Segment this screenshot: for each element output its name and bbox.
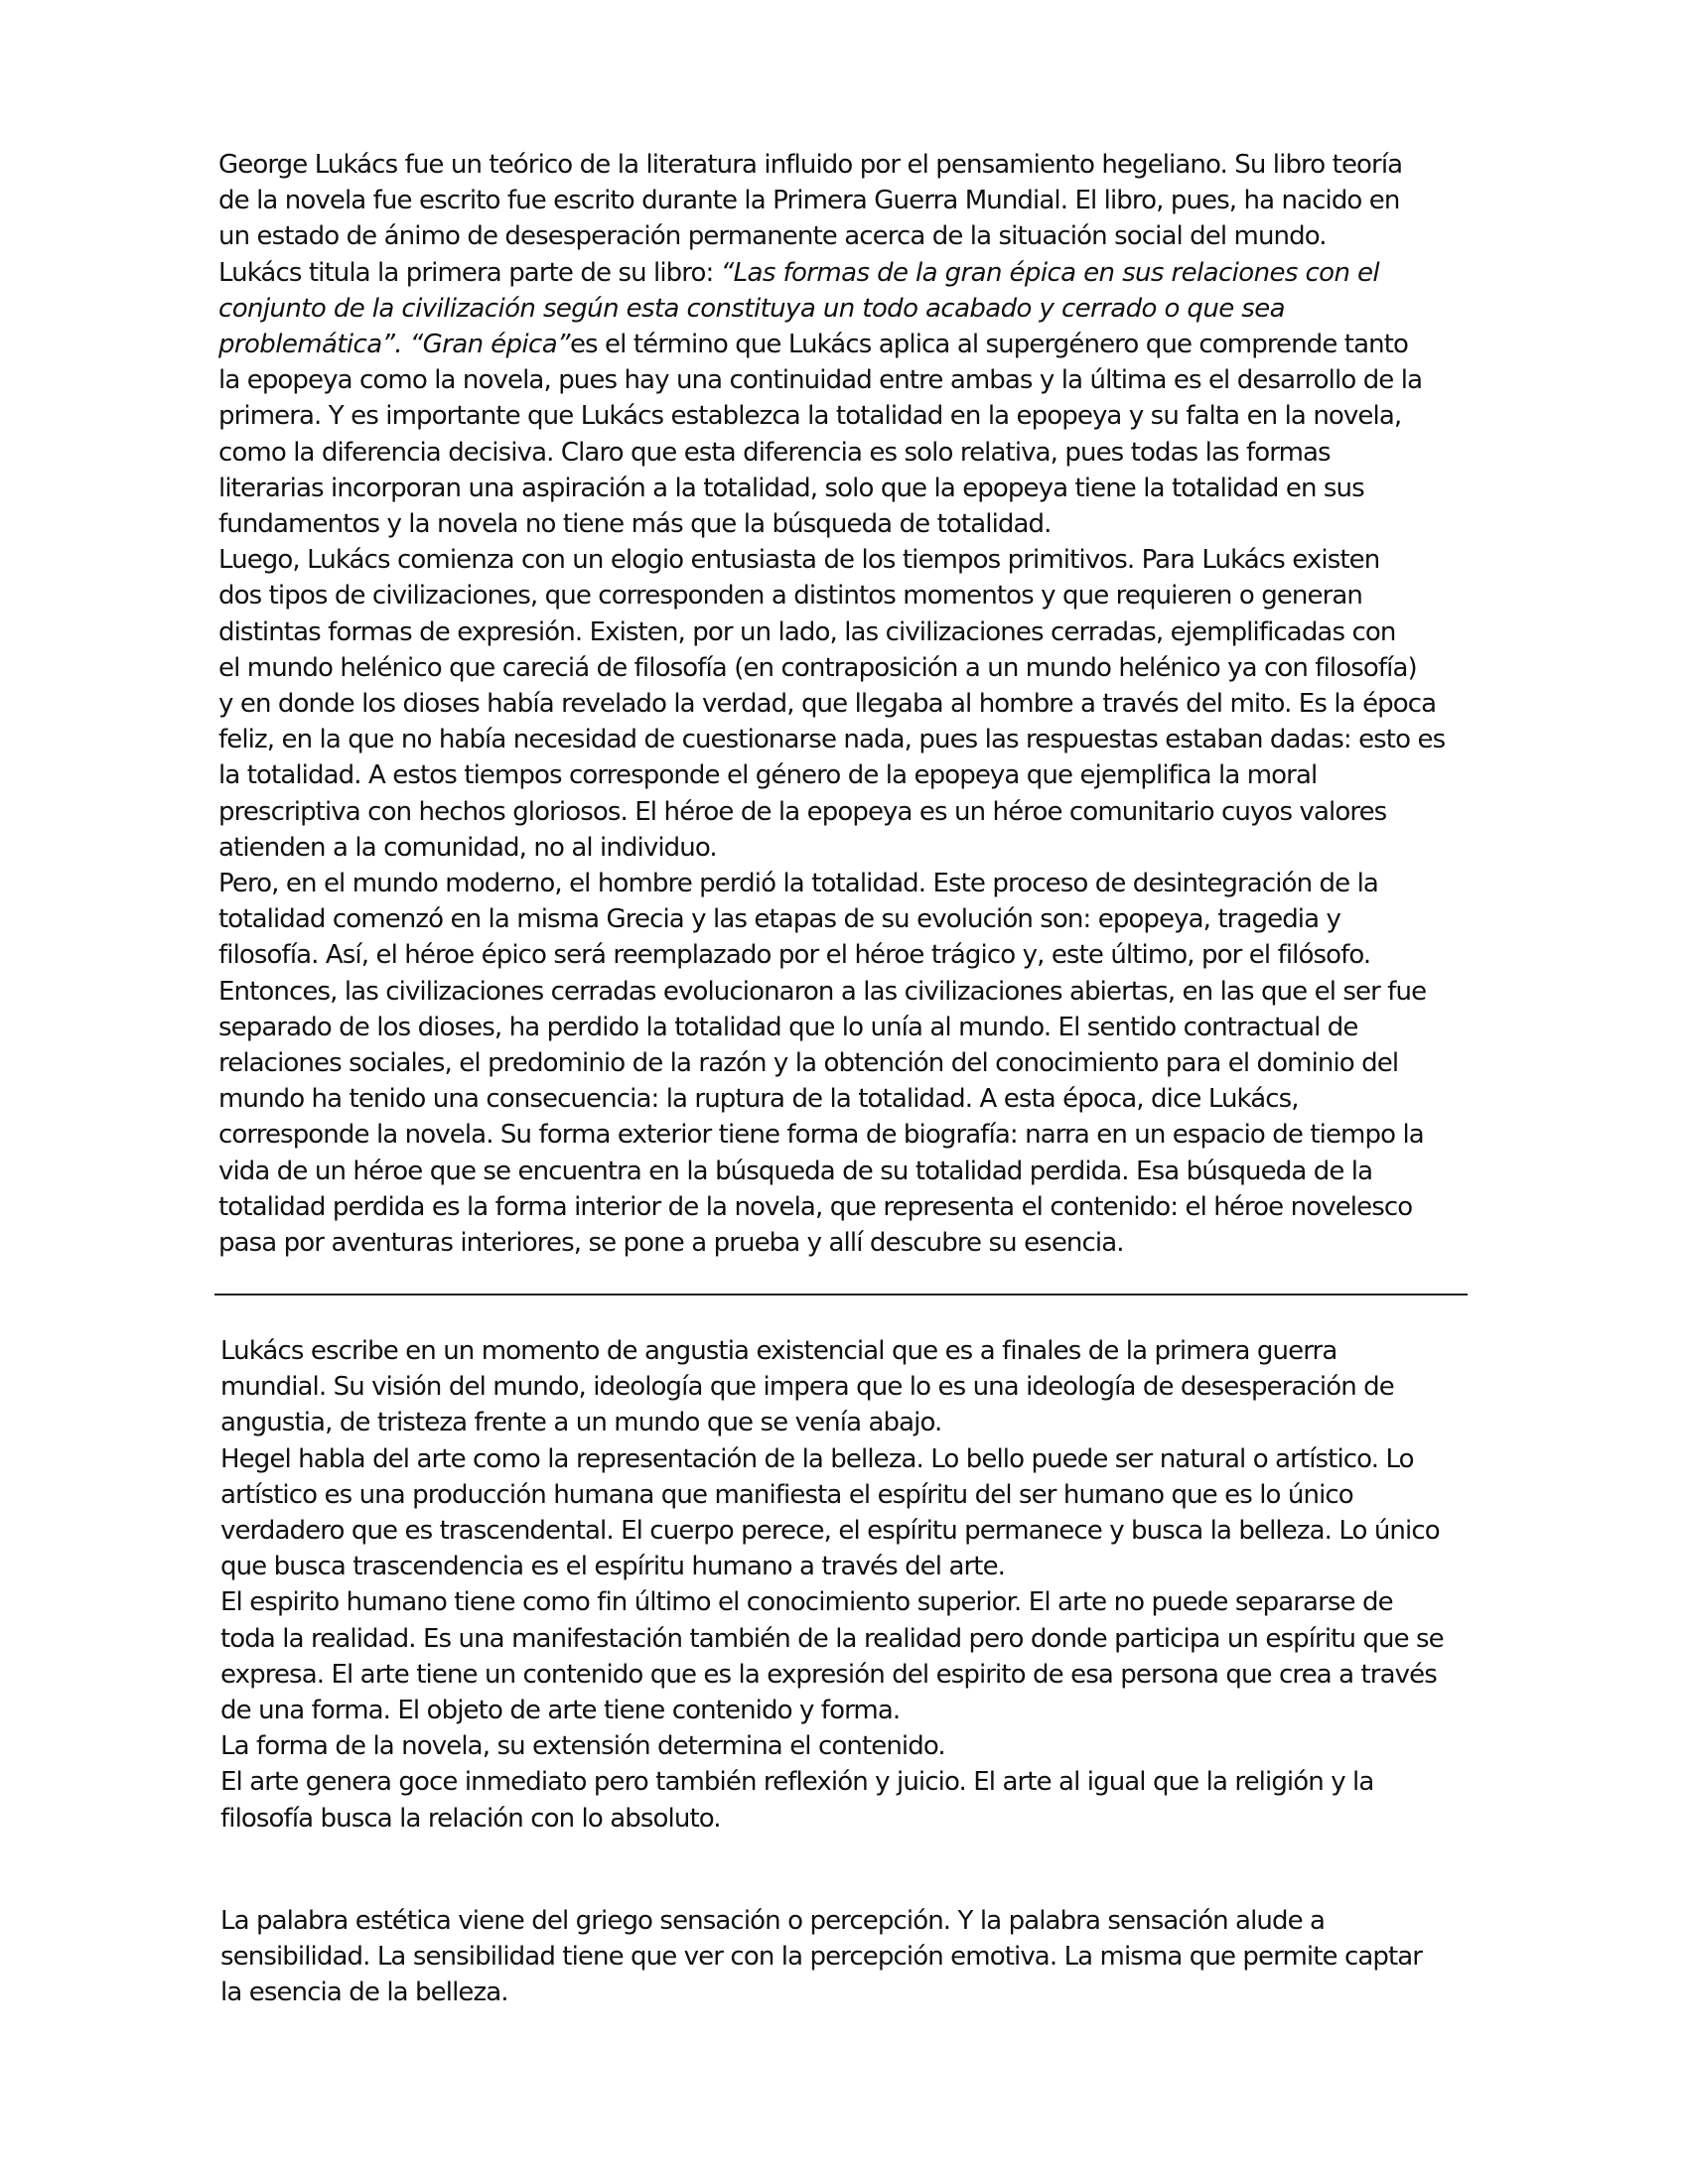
text-line: artístico es una producción humana que manifiesta el espíritu del ser humano que es lo único <box>220 1479 1353 1510</box>
section-lukacs-theory <box>218 147 1470 1261</box>
text-line <box>218 291 1470 327</box>
text-line: primera. Y es importante que Lukács establezca la totalidad en la epopeya y su falta en la novela, <box>218 401 1402 432</box>
italic-book-title: problemática”. “Gran épica” <box>218 330 570 360</box>
text-line: que busca trascendencia es el espíritu humano a través del arte. <box>220 1552 1006 1582</box>
text-line: dos tipos de civilizaciones, que corresponden a distintos momentos y que requieren o generan <box>218 581 1362 612</box>
text-line: como la diferencia decisiva. Claro que esta diferencia es solo relativa, pues todas las formas <box>218 437 1331 468</box>
text-line: angustia, de tristeza frente a un mundo que se venía abajo. <box>220 1408 942 1438</box>
text-line: pasa por aventuras interiores, se pone a prueba y allí descubre su esencia. <box>218 1228 1124 1259</box>
text-line: mundo ha tenido una consecuencia: la ruptura de la totalidad. A esta época, dice Lukács, <box>218 1084 1299 1115</box>
text-line: mundial. Su visión del mundo, ideología que impera que lo es una ideología de desesperación de <box>220 1372 1394 1403</box>
text-line: fundamentos y la novela no tiene más que la búsqueda de totalidad. <box>218 509 1052 540</box>
text-line: sensibilidad. La sensibilidad tiene que ver con la percepción emotiva. La misma que permite captar <box>220 1942 1423 1973</box>
section-aesthetics <box>220 1903 1472 2011</box>
section-hegel-art <box>220 1333 1472 1837</box>
text-line: de una forma. El objeto de arte tiene contenido y forma. <box>220 1696 901 1726</box>
text-line: separado de los dioses, ha perdido la totalidad que lo unía al mundo. El sentido contractual de <box>218 1012 1358 1042</box>
text-line: toda la realidad. Es una manifestación también de la realidad pero donde participa un espíritu que se <box>220 1623 1444 1654</box>
text-line: Lukács escribe en un momento de angustia existencial que es a finales de la primera guerra <box>220 1336 1337 1366</box>
text-line: la esencia de la belleza. <box>220 1978 508 2008</box>
text-line: La palabra estética viene del griego sensación o percepción. Y la palabra sensación alude a <box>220 1906 1326 1936</box>
text-line: filosofía busca la relación con lo absoluto. <box>220 1803 721 1834</box>
text-line: distintas formas de expresión. Existen, por un lado, las civilizaciones cerradas, ejemplificadas con <box>218 616 1396 647</box>
text-line: George Lukács fue un teórico de la literatura influido por el pensamiento hegeliano. Su libro teoría <box>218 150 1403 180</box>
text-line: totalidad comenzó en la misma Grecia y las etapas de su evolución son: epopeya, tragedia y <box>218 904 1341 935</box>
text-run: Lukács titula la primera parte de su libro: <box>218 257 721 288</box>
text-line: El espirito humano tiene como fin último el conocimiento superior. El arte no puede separarse de <box>220 1587 1393 1618</box>
text-line: verdadero que es trascendental. El cuerpo perece, el espíritu permanece y busca la belleza. Lo único <box>220 1516 1440 1547</box>
text-line: Entonces, las civilizaciones cerradas evolucionaron a las civilizaciones abiertas, en las que el ser fue <box>218 976 1427 1007</box>
text-line: prescriptiva con hechos gloriosos. El héroe de la epopeya es un héroe comunitario cuyos valores <box>218 796 1387 827</box>
text-line: relaciones sociales, el predominio de la razón y la obtención del conocimiento para el dominio del <box>218 1048 1399 1079</box>
text-line: y en donde los dioses había revelado la verdad, que llegaba al hombre a través del mito. Es la época <box>218 689 1437 720</box>
text-line: Hegel habla del arte como la representación de la belleza. Lo bello puede ser natural o artístico. Lo <box>220 1443 1414 1474</box>
text-run: es el término que Lukács aplica al supergénero que comprende tanto <box>569 330 1408 360</box>
text-line: El arte genera goce inmediato pero también reflexión y juicio. El arte al igual que la religión y la <box>220 1767 1374 1798</box>
text-line: el mundo helénico que careciá de filosofía (en contraposición a un mundo helénico ya con filosofía) <box>218 652 1417 683</box>
text-line: de la novela fue escrito fue escrito durante la Primera Guerra Mundial. El libro, pues, ha nacido en <box>218 186 1400 216</box>
text-line: totalidad perdida es la forma interior de la novela, que representa el contenido: el héroe novelesco <box>218 1191 1413 1222</box>
text-line: la totalidad. A estos tiempos corresponde el género de la epopeya que ejemplifica la moral <box>218 760 1318 791</box>
text-line <box>218 255 1470 291</box>
text-line: un estado de ánimo de desesperación permanente acerca de la situación social del mundo. <box>218 221 1327 252</box>
text-line: atienden a la comunidad, no al individuo. <box>218 832 717 863</box>
text-line: la epopeya como la novela, pues hay una continuidad entre ambas y la última es el desarrollo de la <box>218 365 1423 396</box>
italic-book-title: “Las formas de la gran épica en sus relaciones con el <box>720 257 1380 288</box>
text-line: feliz, en la que no había necesidad de cuestionarse nada, pues las respuestas estaban dadas: esto es <box>218 725 1446 755</box>
text-line: Luego, Lukács comienza con un elogio entusiasta de los tiempos primitivos. Para Lukács existen <box>218 545 1380 576</box>
text-line <box>218 327 1470 362</box>
text-line: filosofía. Así, el héroe épico será reemplazado por el héroe trágico y, este último, por el filósofo. <box>218 940 1371 971</box>
horizontal-divider <box>214 1294 1468 1296</box>
text-line: vida de un héroe que se encuentra en la búsqueda de su totalidad perdida. Esa búsqueda de la <box>218 1156 1373 1186</box>
text-line: La forma de la novela, su extensión determina el contenido. <box>220 1731 945 1762</box>
text-line: expresa. El arte tiene un contenido que es la expresión del espirito de esa persona que crea a través <box>220 1659 1437 1690</box>
text-line: Pero, en el mundo moderno, el hombre perdió la totalidad. Este proceso de desintegración de la <box>218 869 1378 899</box>
text-line: corresponde la novela. Su forma exterior tiene forma de biografía: narra en un espacio de tiempo la <box>218 1120 1424 1151</box>
italic-book-title: conjunto de la civilización según esta constituya un todo acabado y cerrado o que sea <box>218 293 1285 324</box>
text-line: literarias incorporan una aspiración a la totalidad, solo que la epopeya tiene la totalidad en sus <box>218 473 1364 503</box>
